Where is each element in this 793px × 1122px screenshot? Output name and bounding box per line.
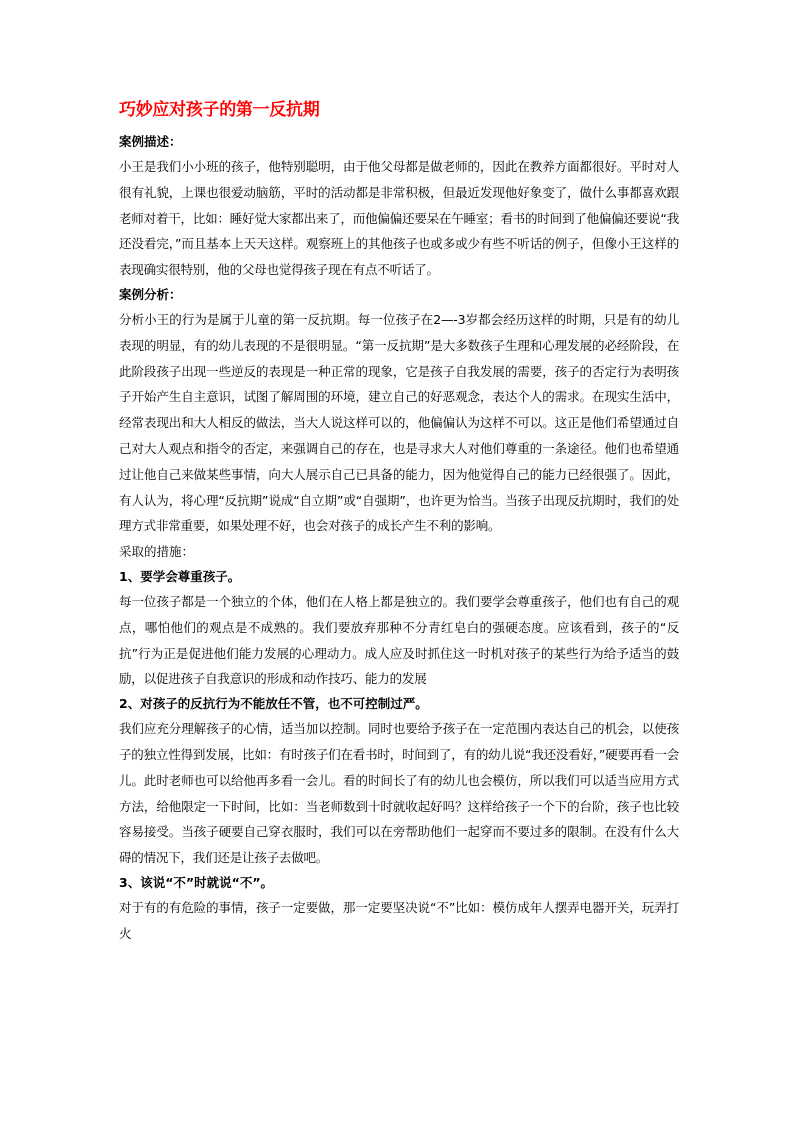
- measure-2-heading: 2、对孩子的反抗行为不能放任不管，也不可控制过严。: [119, 696, 428, 712]
- document-title: 巧妙应对孩子的第一反抗期: [119, 100, 320, 120]
- measure-1-text: 每一位孩子都是一个独立的个体，他们在人格上都是独立的。我们要学会尊重孩子，他们也有自己的观点，哪怕他们的观点是不成熟的。我们要放弃那种不分青红皂白的强硬态度。应该看到，孩子的“反抗”行为正是促进他们能力发展的心理动力。成人应及时抓住这一时机对孩子的某些行为给予适当的鼓励，以促进孩子自我意识的形成和动作技巧、能力的发展: [119, 593, 679, 687]
- case-analysis-text: 分析小王的行为是属于儿童的第一反抗期。每一位孩子在2—-3岁都会经历这样的时期，只是有的幼儿表现的明显，有的幼儿表现的不是很明显。“第一反抗期”是大多数孩子生理和心理发展的必经阶段，在此阶段孩子出现一些逆反的表现是一种正常的现象，它是孩子自我发展的需要，孩子的否定行为表明孩子开始产生自主意识，试图了解周围的环境，建立自己的好恶观念，表达个人的需求。在现实生活中，经常表现出和大人相反的做法，当大人说这样可以的，他偏偏认为这样不可以。这正是他们希望通过自己对大人观点和指令的否定，来强调自己的存在，也是寻求大人对他们尊重的一条途径。他们也希望通过让他自己来做某些事情，向大人展示自己已具备的能力，因为他觉得自己的能力已经很强了。因此，有人认为，将心理“反抗期”说成“自立期”或“自强期”，也许更为恰当。当孩子出现反抗期时，我们的处理方式非常重要，如果处理不好，也会对孩子的成长产生不利的影响。: [119, 311, 679, 534]
- case-analysis-heading: 案例分析：: [119, 286, 182, 302]
- measure-3-heading: 3、该说“不”时就说“不”。: [119, 874, 274, 890]
- case-description-heading: 案例描述：: [119, 134, 182, 149]
- measures-label: 采取的措施：: [119, 544, 195, 560]
- measure-2-text: 我们应充分理解孩子的心情，适当加以控制。同时也要给予孩子在一定范围内表达自己的机会，以使孩子的独立性得到发展，比如：有时孩子们在看书时，时间到了，有的幼儿说“我还没看好，”硬要再看一会儿。此时老师也可以给他再多看一会儿。看的时间长了有的幼儿也会模仿，所以我们可以适当应用方式方法，给他限定一下时间，比如：当老师数到十时就收起好吗？这样给孩子一个下的台阶，孩子也比较容易接受。当孩子硬要自己穿衣服时，我们可以在旁帮助他们一起穿而不要过多的限制。在没有什么大碍的情况下，我们还是让孩子去做吧。: [119, 721, 679, 866]
- measure-1-heading: 1、要学会尊重孩子。: [119, 568, 241, 584]
- measure-3-text: 对于有的有危险的事情，孩子一定要做，那一定要坚决说“不”比如：模仿成年人摆弄电器开关，玩弄打火: [119, 899, 679, 941]
- case-description-text: 小王是我们小小班的孩子，他特别聪明，由于他父母都是做老师的，因此在教养方面都很好。平时对人很有礼貌，上课也很爱动脑筋，平时的活动都是非常积极，但最近发现他好象变了，做什么事都喜欢跟老师对着干，比如：睡好觉大家都出来了，而他偏偏还要呆在午睡室；看书的时间到了他偏偏还要说“我还没看完，”而且基本上天天这样。观察班上的其他孩子也或多或少有些不听话的例子，但像小王这样的表现确实很特别，他的父母也觉得孩子现在有点不听话了。: [119, 159, 679, 278]
- document-page: [119, 96, 679, 947]
